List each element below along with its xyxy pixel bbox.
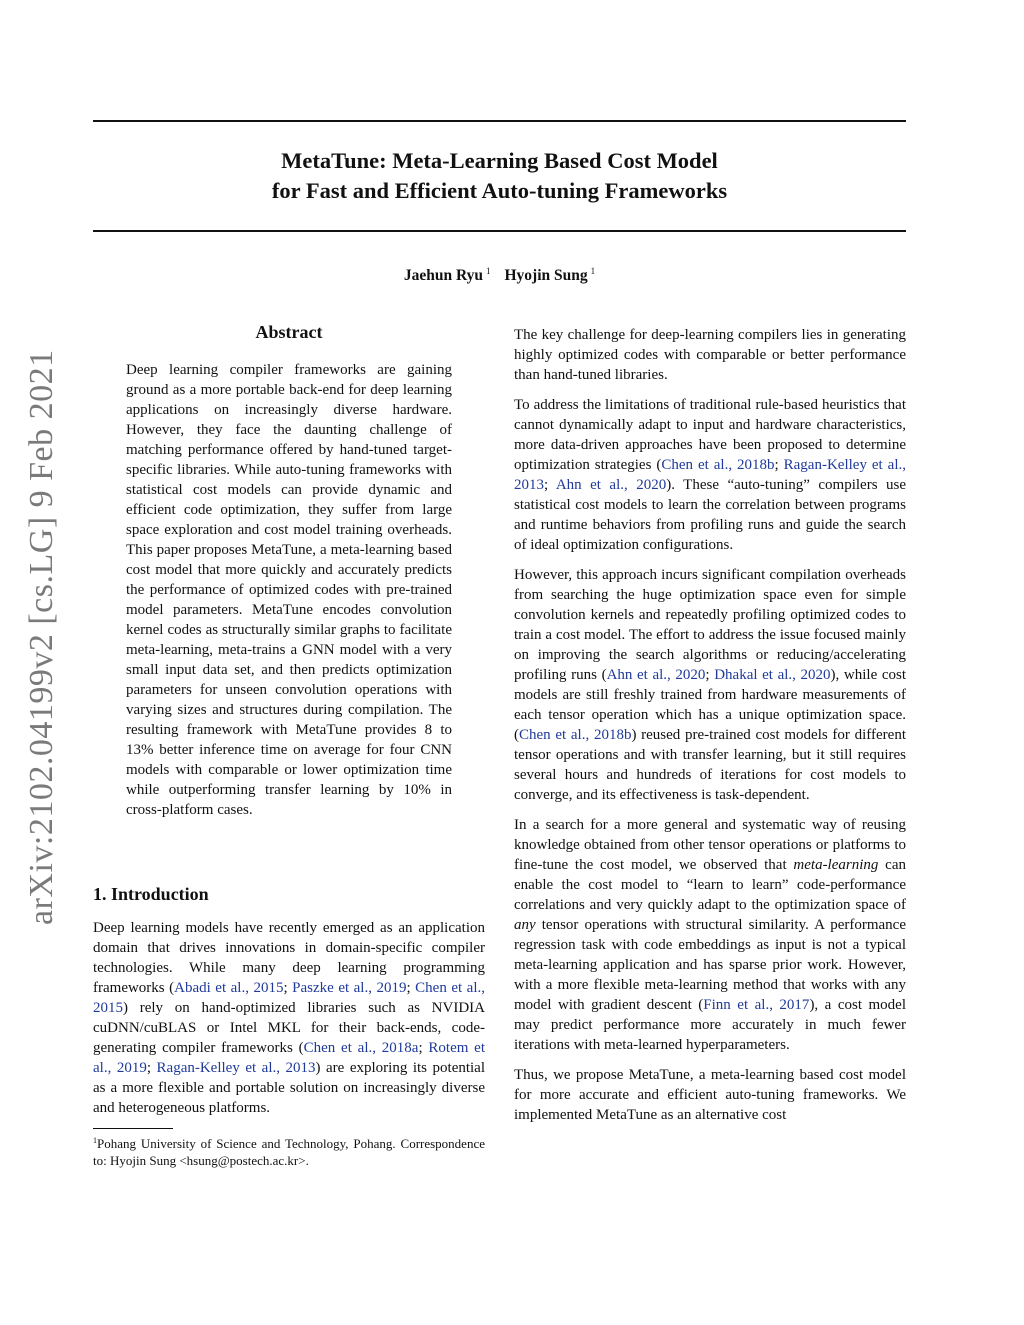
footnote-mark: 1 [93, 1136, 97, 1145]
citation-link[interactable]: Chen et al., 2018a [303, 1040, 419, 1056]
citation-link[interactable]: Ahn et al., 2020 [555, 477, 667, 493]
citation-link[interactable]: Abadi et al., 2015 [174, 980, 284, 996]
author-affiliation-mark: 1 [590, 266, 596, 276]
paragraph: In a search for a more general and systematic way of reusing knowledge obtained from other tensor operations or platforms to fine-tune the cost model, we observed that meta-learning can enable the cost model to “learn to learn” code-performance correlations and very quickly adapt to the optimization space of any tensor operations with structural similarity. A performance regression task with code embeddings as input is not a typical meta-learning application and has sparse prior work. However, with a more flexible meta-learning method that works with any model with gradient descent (Finn et al., 2017), a cost model may predict performance more accurately in much fewer iterations with meta-learned hyperparameters. [514, 817, 906, 1053]
paragraph: However, this approach incurs significant compilation overheads from searching the huge optimization space even for simple convolution kernels and repeatedly profiling optimized codes to train a cost model. The effort to address the issue focused mainly on improving the search algorithms or reducing/accelerating profiling runs (Ahn et al., 2020; Dhakal et al., 2020), while cost models are still freshly trained from hardware measurements of each tensor operation which has a unique optimization space. (Chen et al., 2018b) reused pre-trained cost models for different tensor operations and with transfer learning, but it still requires several hours and hundreds of iterations for cost models to converge, and its effectiveness is task-dependent. [514, 567, 907, 803]
citation-link[interactable]: Ragan-Kelley et al., 2013 [156, 1060, 316, 1076]
intro-paragraph: Deep learning models have recently emerged as an application domain that drives innovations in domain-specific compiler technologies. While many deep learning programming frameworks (Abadi et al., 2015; Paszke et al., 2019; Chen et al., 2015) rely on hand-optimized libraries such as NVIDIA cuDNN/cuBLAS or Intel MKL for their back-ends, code-generating compiler frameworks (Chen et al., 2018a; Rotem et al., 2019; Ragan-Kelley et al., 2013) are exploring its potential as a more flexible and portable solution on increasingly diverse and heterogeneous platforms. [93, 920, 486, 1116]
author-list [93, 266, 906, 285]
citation-link[interactable]: Dhakal et al., 2020 [714, 667, 831, 683]
title-bottom-rule [93, 230, 906, 232]
citation-link[interactable]: Rotem et al., 2019 [93, 1040, 485, 1076]
footnote-text: Pohang University of Science and Technology, Pohang. Correspondence to: Hyojin Sung <hsung@postech.ac.kr>. [93, 1136, 485, 1168]
title-top-rule [93, 120, 906, 122]
footnote [93, 1132, 485, 1169]
citation-link[interactable]: Finn et al., 2017 [703, 997, 810, 1013]
paper-title [93, 146, 906, 206]
footnote-rule [93, 1128, 173, 1129]
citation-link[interactable]: Paszke et al., 2019 [292, 980, 407, 996]
right-column [514, 325, 906, 1135]
abstract-heading: Abstract [255, 322, 323, 342]
arxiv-stamp: arXiv:2102.04199v2 [cs.LG] 9 Feb 2021 [23, 349, 60, 925]
author-affiliation-mark: 1 [486, 266, 491, 276]
citation-link[interactable]: Ahn et al., 2020 [606, 667, 706, 683]
author-name: Hyojin Sung [504, 267, 588, 284]
paragraph: The key challenge for deep-learning compilers lies in generating highly optimized codes with comparable or better performance than hand-tuned libraries. [514, 327, 906, 383]
paragraph: To address the limitations of traditional rule-based heuristics that cannot dynamically adapt to input and hardware characteristics, more data-driven approaches have been proposed to determine optimization strategies (Chen et al., 2018b; Ragan-Kelley et al., 2013; Ahn et al., 2020). These “auto-tuning” compilers use statistical cost models to learn the correlation between programs and runtime behaviors from profiling runs and guide the search of ideal optimization configurations. [514, 397, 907, 553]
paragraph: Thus, we propose MetaTune, a meta-learning based cost model for more accurate and efficient auto-tuning frameworks. We implemented MetaTune as an alternative cost [514, 1067, 906, 1123]
citation-link[interactable]: Ragan-Kelley et al., 2013 [514, 457, 906, 493]
section-heading-introduction: 1. Introduction [93, 884, 209, 904]
citation-link[interactable]: Chen et al., 2018b [519, 727, 632, 743]
citation-link[interactable]: Chen et al., 2018b [661, 457, 775, 473]
emphasis: meta-learning [793, 857, 879, 873]
citation-link[interactable]: Chen et al., 2015 [93, 980, 485, 1016]
author-name: Jaehun Ryu [403, 267, 483, 284]
title-line-2: for Fast and Efficient Auto-tuning Frameworks [271, 178, 728, 203]
abstract-text: Deep learning compiler frameworks are gaining ground as a more portable back-end for deep learning applications on increasingly diverse hardware. However, they face the daunting challenge of matching performance offered by hand-tuned target-specific libraries. While auto-tuning frameworks with statistical cost models can provide dynamic and efficient code optimization, they suffer from large space exploration and cost model training overheads. This paper proposes MetaTune, a meta-learning based cost model that more quickly and accurately predicts the performance of optimized codes with pre-trained model parameters. MetaTune encodes convolution kernel codes as structurally similar graphs to facilitate meta-learning, meta-trains a GNN model with a very small input data set, and then predicts optimization parameters for unseen convolution operations with varying sizes and structures during compilation. The resulting framework with MetaTune provides 8 to 13% better inference time on average for four CNN models with comparable or lower optimization time while outperforming transfer learning by 10% in cross-platform cases. [126, 362, 452, 818]
title-line-1: MetaTune: Meta-Learning Based Cost Model [281, 148, 718, 173]
emphasis: any [514, 917, 536, 933]
